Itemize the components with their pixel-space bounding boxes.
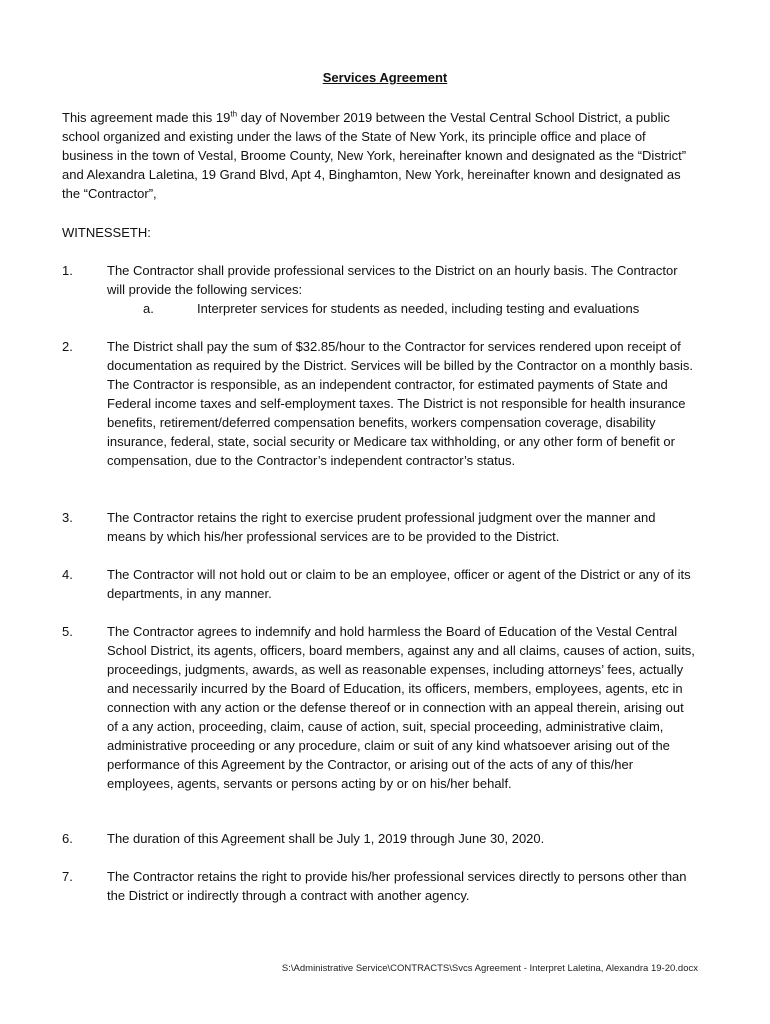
clause-2 xyxy=(62,337,698,470)
clause-text: The Contractor retains the right to provide his/her professional services directly to persons other than the District or indirectly through a contract with another agency. xyxy=(107,869,687,903)
clause-text: The District shall pay the sum of $32.85/hour to the Contractor for services rendered upon receipt of documentation as required by the District. Services will be billed by the Contractor on a monthly basis. The Contractor is responsible, as an independent contractor, for estimated payments of State and Federal income taxes and self-employment taxes. The District is not responsible for health insurance benefits, retirement/deferred compensation benefits, workers compensation coverage, disability insurance, federal, state, social security or Medicare tax withholding, or any other form of benefit or compensation, due to the Contractor’s independent contractor’s status. xyxy=(107,339,694,468)
intro-text-start: This agreement made this 19 xyxy=(62,110,231,125)
clause-number: 5. xyxy=(62,624,73,639)
clause-text: The Contractor will not hold out or claim to be an employee, officer or agent of the District or any of its departments, in any manner. xyxy=(107,567,691,601)
footer-file-path: S:\Administrative Service\CONTRACTS\Svcs Agreement - Interpret Laletina, Alexandra 19-20.docx xyxy=(281,963,698,974)
intro-text-rest: day of November 2019 between the Vestal Central School District, a public school organized and existing under the laws of the State of New York, its principle office and place of business in the town of Vestal, Broome County, New York, hereinafter known and designated as the “District” and Alexandra Laletina, 19 Grand Blvd, Apt 4, Binghamton, New York, hereinafter known and designated as the “Contractor”, xyxy=(62,110,687,201)
clause-5 xyxy=(62,622,698,793)
clause-7 xyxy=(62,867,698,905)
clause-3 xyxy=(62,508,698,546)
clause-6 xyxy=(62,829,698,848)
clause-text xyxy=(107,261,698,318)
clause-body: The Contractor shall provide professional services to the District on an hourly basis. The Contractor will provide the following services: xyxy=(107,263,678,297)
clause-number: 6. xyxy=(62,831,73,846)
witnesseth-heading: WITNESSETH: xyxy=(62,225,151,240)
document-title: Services Agreement xyxy=(322,70,448,85)
clause-number: 7. xyxy=(62,869,73,884)
intro-ordinal-suffix: th xyxy=(230,109,238,119)
clause-number: 3. xyxy=(62,510,73,525)
clause-text: The Contractor retains the right to exercise prudent professional judgment over the manner and means by which his/her professional services are to be provided to the District. xyxy=(107,510,656,544)
sub-item-a xyxy=(143,299,698,318)
clause-1 xyxy=(62,261,698,318)
clause-4 xyxy=(62,565,698,603)
clause-number: 4. xyxy=(62,567,73,582)
intro-paragraph xyxy=(62,108,698,203)
clause-number: 2. xyxy=(62,339,73,354)
clause-text: The duration of this Agreement shall be July 1, 2019 through June 30, 2020. xyxy=(107,831,545,846)
sub-item-text: Interpreter services for students as needed, including testing and evaluations xyxy=(197,301,640,316)
clause-number: 1. xyxy=(62,263,73,278)
clause-text: The Contractor agrees to indemnify and hold harmless the Board of Education of the Vestal Central School District, its agents, officers, board members, against any and all claims, causes of action, suits, proceedings, judgments, awards, as well as reasonable expenses, including attorneys’ fees, actually and necessarily incurred by the Board of Education, its officers, members, employees, agents, etc in connection with any action or the defense thereof or in connection with an appeal therein, arising out of a any action, proceeding, claim, cause of action, suit, special proceeding, administrative claim, administrative proceeding or any procedure, claim or suit of any kind whatsoever arising out of the performance of this Agreement by the Contractor, or arising out of the acts of any of this/her employees, agents, servants or persons acting by or on his/her behalf. xyxy=(107,624,695,791)
sub-item-letter: a. xyxy=(143,301,154,316)
